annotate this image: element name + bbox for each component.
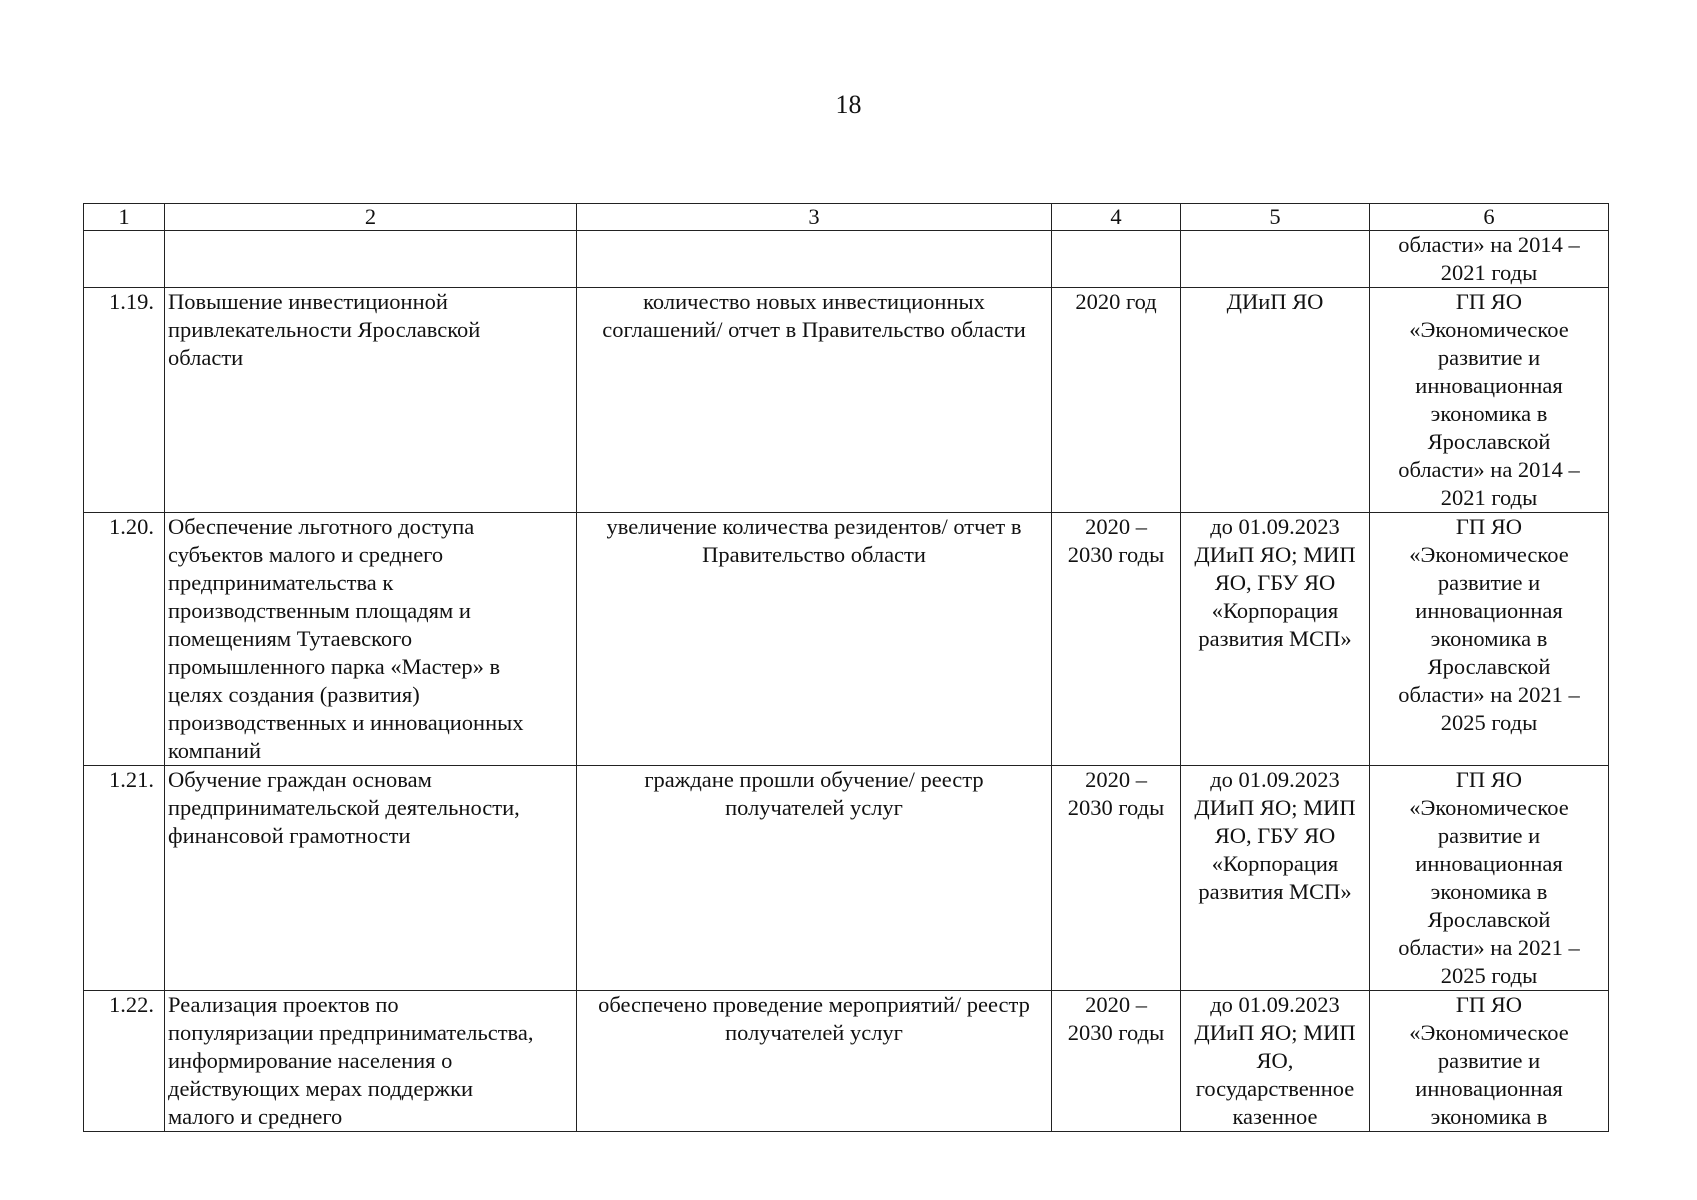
term: 2020 – 2030 годы: [1067, 992, 1165, 1045]
indicator-cell: [577, 513, 1052, 766]
program: области» на 2014 – 2021 годы: [1398, 232, 1580, 285]
activity-name-cell: [165, 766, 577, 991]
term-cell: [1052, 991, 1181, 1132]
term-cell: [1052, 513, 1181, 766]
indicator-cell: [577, 991, 1052, 1132]
column-header: 1: [84, 204, 165, 231]
column-header: 2: [165, 204, 577, 231]
column-header: 6: [1370, 204, 1609, 231]
row-number-cell: [84, 231, 165, 288]
executor-cell: [1181, 513, 1370, 766]
table-header-row: [84, 204, 1609, 231]
program: ГП ЯО «Экономическое развитие и инновационная экономика в: [1409, 992, 1569, 1129]
table-row: [84, 513, 1609, 766]
row-number: 1.21.: [109, 767, 154, 792]
table-row: [84, 766, 1609, 991]
program-cell: [1370, 288, 1609, 513]
activity-name-cell: [165, 288, 577, 513]
row-number-cell: [84, 991, 165, 1132]
executor: до 01.09.2023 ДИиП ЯО; МИП ЯО, государственное казенное: [1194, 992, 1356, 1129]
indicator: граждане прошли обучение/ реестр получателей услуг: [644, 767, 984, 820]
table-row: [84, 288, 1609, 513]
activity-name: Обеспечение льготного доступа субъектов малого и среднего предпринимательства к производственным площадям и помещениям Тутаевского промышленного парка «Мастер» в целях создания (развития) производственных и инновационных компаний: [168, 514, 524, 763]
executor-cell: [1181, 231, 1370, 288]
table-row: [84, 991, 1609, 1132]
program-cell: [1370, 513, 1609, 766]
row-number-cell: [84, 288, 165, 513]
executor: до 01.09.2023 ДИиП ЯО; МИП ЯО, ГБУ ЯО «Корпорация развития МСП»: [1194, 767, 1356, 904]
program-cell: [1370, 231, 1609, 288]
activity-name: Реализация проектов по популяризации предпринимательства, информирование населения о действующих мерах поддержки малого и среднего: [168, 992, 534, 1129]
executor-cell: [1181, 766, 1370, 991]
activity-name: Обучение граждан основам предпринимательской деятельности, финансовой грамотности: [168, 767, 520, 848]
term-cell: [1052, 231, 1181, 288]
column-header: 4: [1052, 204, 1181, 231]
executor: до 01.09.2023 ДИиП ЯО; МИП ЯО, ГБУ ЯО «Корпорация развития МСП»: [1194, 514, 1356, 651]
activity-name-cell: [165, 991, 577, 1132]
program-cell: [1370, 766, 1609, 991]
row-number: 1.20.: [109, 514, 154, 539]
indicator-cell: [577, 766, 1052, 991]
program: ГП ЯО «Экономическое развитие и инновационная экономика в Ярославской области» на 2014 – 2021 годы: [1398, 289, 1580, 510]
indicator: увеличение количества резидентов/ отчет в Правительство области: [606, 514, 1022, 567]
column-header: 5: [1181, 204, 1370, 231]
activity-name-cell: [165, 513, 577, 766]
page-number: 18: [835, 90, 862, 119]
indicator: количество новых инвестиционных соглашений/ отчет в Правительство области: [602, 289, 1026, 342]
term: 2020 год: [1075, 289, 1157, 314]
row-number-cell: [84, 766, 165, 991]
indicator-cell: [577, 231, 1052, 288]
indicator-cell: [577, 288, 1052, 513]
term-cell: [1052, 766, 1181, 991]
executor-cell: [1181, 991, 1370, 1132]
executor: ДИиП ЯО: [1226, 289, 1324, 314]
term-cell: [1052, 288, 1181, 513]
executor-cell: [1181, 288, 1370, 513]
program: ГП ЯО «Экономическое развитие и инновационная экономика в Ярославской области» на 2021 – 2025 годы: [1398, 514, 1580, 735]
row-number: 1.19.: [109, 289, 154, 314]
program-cell: [1370, 991, 1609, 1132]
activities-table: [83, 203, 1609, 1132]
program: ГП ЯО «Экономическое развитие и инновационная экономика в Ярославской области» на 2021 – 2025 годы: [1398, 767, 1580, 988]
column-header: 3: [577, 204, 1052, 231]
term: 2020 – 2030 годы: [1067, 767, 1165, 820]
term: 2020 – 2030 годы: [1067, 514, 1165, 567]
table-row: [84, 231, 1609, 288]
activity-name: Повышение инвестиционной привлекательности Ярославской области: [168, 289, 481, 370]
row-number: 1.22.: [109, 992, 154, 1017]
row-number-cell: [84, 513, 165, 766]
indicator: обеспечено проведение мероприятий/ реестр получателей услуг: [598, 992, 1030, 1045]
activity-name-cell: [165, 231, 577, 288]
